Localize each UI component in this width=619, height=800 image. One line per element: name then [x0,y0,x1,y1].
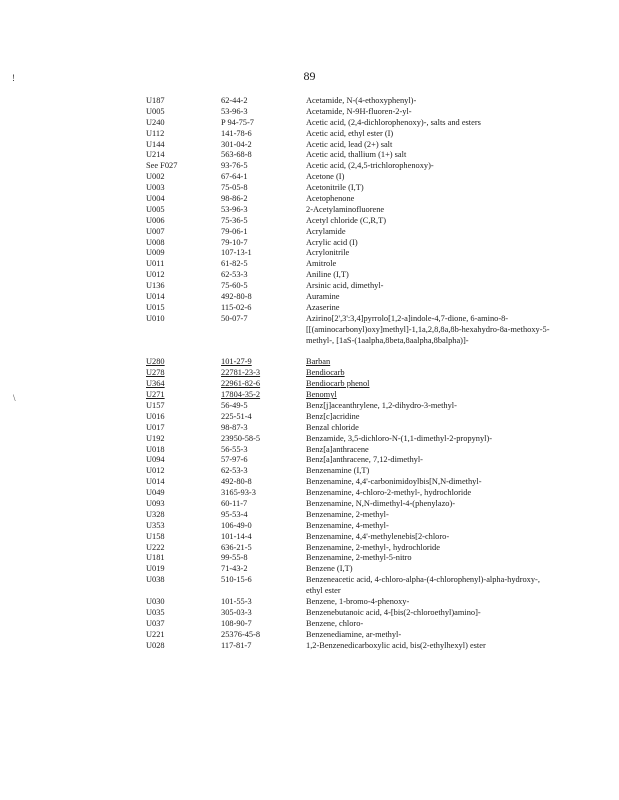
cas-number-cell: 115-02-6 [221,302,252,312]
cas-number-cell: 22781-23-3 [221,368,261,378]
cas-number-cell: 62-44-2 [221,96,248,105]
substance-name-cell: Acetone (I) [306,172,345,182]
table-row [0,597,619,608]
substance-name-cell: Acetophenone [306,194,355,204]
cas-number-cell: P 94-75-7 [221,117,254,127]
waste-code-cell: U004 [146,194,165,204]
substance-name-cell: Benzene, chloro- [306,618,364,628]
table-row [0,259,619,270]
table-row [0,172,619,183]
table-row [0,641,619,652]
substance-name-cell: Amitrole [306,259,337,269]
substance-name-cell: Acetyl chloride (C,R,T) [306,215,387,225]
waste-code-cell: U015 [146,302,165,312]
waste-code-cell: U271 [146,390,165,400]
table-row [0,630,619,641]
table-row [0,314,619,358]
cas-number-cell: 75-05-8 [221,183,248,193]
cas-number-cell: 117-81-7 [221,640,252,650]
waste-code-cell: U011 [146,259,165,269]
table-row [0,118,619,129]
cas-number-cell: 67-64-1 [221,172,248,182]
substance-name-cell: 2-Acetylaminofluorene [306,204,385,214]
substance-name-cell: Aniline (I,T) [306,270,349,280]
table-row [0,619,619,630]
substance-name-cell: Benzal chloride [306,422,359,432]
table-row [0,150,619,161]
table-row [0,543,619,554]
cas-number-cell: 79-10-7 [221,237,248,247]
waste-code-cell: U280 [146,357,165,367]
cas-number-cell: 108-90-7 [221,618,252,628]
cas-number-cell: 3165-93-3 [221,488,256,498]
cas-number-cell: 60-11-7 [221,498,248,508]
substance-name-cell: Benzenamine, 4-methyl- [306,520,389,530]
cas-number-cell: 305-03-3 [221,607,252,617]
cas-number-cell: 101-27-9 [221,357,252,367]
cas-number-cell: 53-96-3 [221,106,248,116]
substance-name-cell: Acetamide, N-(4-ethoxyphenyl)- [306,96,417,105]
table-row [0,205,619,216]
cas-number-cell: 71-43-2 [221,564,248,574]
waste-code-cell: U049 [146,488,165,498]
table-row [0,357,619,368]
table-row [0,107,619,118]
hazardous-waste-table [0,96,619,651]
cas-number-cell: 22961-82-6 [221,379,261,389]
table-row [0,488,619,499]
waste-code-cell: See F027 [146,161,178,171]
waste-code-cell: U192 [146,433,165,443]
cas-number-cell: 492-80-8 [221,292,252,302]
substance-name-cell: Arsinic acid, dimethyl- [306,281,384,291]
substance-name-cell: Benz[j]aceanthrylene, 1,2-dihydro-3-methyl- [306,400,457,410]
waste-code-cell: U222 [146,542,165,552]
waste-code-cell: U006 [146,215,165,225]
waste-code-cell: U030 [146,597,165,607]
cas-number-cell: 75-36-5 [221,215,248,225]
table-row [0,423,619,434]
substance-name-cell: Acetamide, N-9H-fluoren-2-yl- [306,106,412,116]
substance-name-cell: Benzenebutanoic acid, 4-[bis(2-chloroethyl)amino]- [306,607,481,617]
table-row [0,521,619,532]
waste-code-cell: U014 [146,477,165,487]
waste-code-cell: U018 [146,444,165,454]
waste-code-cell: U353 [146,520,165,530]
substance-name-cell: Benz[a]anthracene, 7,12-dimethyl- [306,455,423,465]
substance-name-cell: Azaserine [306,302,340,312]
waste-code-cell: U240 [146,117,165,127]
waste-code-cell: U010 [146,313,165,323]
substance-name-cell: Bendiocarb phenol [306,379,370,389]
waste-code-cell: U038 [146,575,165,585]
cas-number-cell: 563-68-8 [221,150,252,160]
waste-code-cell: U136 [146,281,165,291]
substance-name-cell: Acetic acid, lead (2+) salt [306,139,393,149]
cas-number-cell: 53-96-3 [221,204,248,214]
table-row [0,412,619,423]
table-row [0,194,619,205]
waste-code-cell: U007 [146,226,165,236]
cas-number-cell: 23950-58-5 [221,433,261,443]
table-row [0,281,619,292]
waste-code-cell: U012 [146,466,165,476]
table-row [0,379,619,390]
cas-number-cell: 50-07-7 [221,313,248,323]
cas-number-cell: 62-53-3 [221,466,248,476]
table-row [0,368,619,379]
waste-code-cell: U014 [146,292,165,302]
table-row [0,238,619,249]
substance-name-cell: Acrylic acid (I) [306,237,358,247]
table-row [0,499,619,510]
table-row [0,227,619,238]
table-row [0,183,619,194]
substance-name-cell: Benomyl [306,390,337,400]
table-row [0,564,619,575]
substance-name-cell: Acrylonitrile [306,248,350,258]
cas-number-cell: 62-53-3 [221,270,248,280]
substance-name-cell: Acetic acid, ethyl ester (I) [306,128,394,138]
waste-code-cell: U002 [146,172,165,182]
table-row [0,532,619,543]
waste-code-cell: U005 [146,106,165,116]
table-row [0,455,619,466]
waste-code-cell: U003 [146,183,165,193]
cas-number-cell: 141-78-6 [221,128,252,138]
cas-number-cell: 98-87-3 [221,422,248,432]
table-row [0,445,619,456]
cas-number-cell: 107-13-1 [221,248,252,258]
table-row [0,140,619,151]
substance-name-cell: 1,2-Benzenedicarboxylic acid, bis(2-ethylhexyl) ester [306,640,486,650]
substance-name-cell: Benzenediamine, ar-methyl- [306,629,402,639]
substance-name-cell: Barban [306,357,331,367]
waste-code-cell: U035 [146,607,165,617]
waste-code-cell: U009 [146,248,165,258]
substance-name-cell: Benz[a]anthracene [306,444,369,454]
cas-number-cell: 510-15-6 [221,575,252,585]
substance-name-cell: Bendiocarb [306,368,345,378]
waste-code-cell: U028 [146,640,165,650]
waste-code-cell: U008 [146,237,165,247]
cas-number-cell: 492-80-8 [221,477,252,487]
substance-name-cell: Benzenamine, 4-chloro-2-methyl-, hydrochloride [306,488,472,498]
waste-code-cell: U158 [146,531,165,541]
cas-number-cell: 57-97-6 [221,455,248,465]
table-row [0,96,619,107]
substance-name-cell: Benzenamine, N,N-dimethyl-4-(phenylazo)- [306,498,456,508]
cas-number-cell: 101-14-4 [221,531,252,541]
substance-name-cell: Auramine [306,292,340,302]
substance-name-cell: Benzenamine, 4,4'-carbonimidoylbis[N,N-dimethyl- [306,477,482,487]
waste-code-cell: U214 [146,150,165,160]
cas-number-cell: 106-49-0 [221,520,252,530]
table-row [0,390,619,401]
substance-name-cell: Acrylamide [306,226,346,236]
waste-code-cell: U016 [146,411,165,421]
substance-name-cell: Benzenamine (I,T) [306,466,370,476]
table-row [0,303,619,314]
cas-number-cell: 225-51-4 [221,411,252,421]
cas-number-cell: 25376-45-8 [221,629,261,639]
waste-code-cell: U019 [146,564,165,574]
substance-name-cell: Azirino[2',3':3,4]pyrrolo[1,2-a]indole-4,7-dione, 6-amino-8-[[(aminocarbonyl)oxy]methyl]-1,1a,2,8,8a,8b-hexahydro-8a-methoxy-5-methyl-, [1aS-(1aalpha,8beta,8aalpha,8balpha)]- [306,313,550,345]
table-row [0,161,619,172]
waste-code-cell: U037 [146,618,165,628]
table-row [0,608,619,619]
table-row [0,270,619,281]
cas-number-cell: 17804-35-2 [221,390,261,400]
cas-number-cell: 61-82-5 [221,259,248,269]
table-row [0,129,619,140]
table-row [0,401,619,412]
table-row [0,248,619,259]
cas-number-cell: 56-55-3 [221,444,248,454]
cas-number-cell: 101-55-3 [221,597,252,607]
substance-name-cell: Acetic acid, (2,4-dichlorophenoxy)-, salts and esters [306,117,481,127]
substance-name-cell: Benzene (I,T) [306,564,353,574]
cas-number-cell: 93-76-5 [221,161,248,171]
table-row [0,292,619,303]
waste-code-cell: U181 [146,553,165,563]
substance-name-cell: Benzenamine, 2-methyl- [306,509,389,519]
waste-code-cell: U005 [146,204,165,214]
substance-name-cell: Benzenamine, 2-methyl-5-nitro [306,553,412,563]
table-row [0,553,619,564]
substance-name-cell: Acetonitrile (I,T) [306,183,364,193]
cas-number-cell: 98-86-2 [221,194,248,204]
cas-number-cell: 75-60-5 [221,281,248,291]
cas-number-cell: 301-04-2 [221,139,252,149]
table-row [0,477,619,488]
waste-code-cell: U017 [146,422,165,432]
table-row [0,575,619,597]
table-row [0,434,619,445]
cas-number-cell: 95-53-4 [221,509,248,519]
waste-code-cell: U278 [146,368,165,378]
substance-name-cell: Acetic acid, (2,4,5-trichlorophenoxy)- [306,161,434,171]
cas-number-cell: 56-49-5 [221,400,248,410]
waste-code-cell: U093 [146,498,165,508]
table-row [0,510,619,521]
substance-name-cell: Benzenamine, 4,4'-methylenebis[2-chloro- [306,531,450,541]
substance-name-cell: Benzeneacetic acid, 4-chloro-alpha-(4-chlorophenyl)-alpha-hydroxy-, ethyl ester [306,575,540,596]
margin-mark: ! [12,73,15,83]
margin-mark: \ [13,393,16,403]
waste-code-cell: U157 [146,400,165,410]
substance-name-cell: Benzenamine, 2-methyl-, hydrochloride [306,542,440,552]
table-row [0,216,619,227]
waste-code-cell: U144 [146,139,165,149]
substance-name-cell: Benz[c]acridine [306,411,360,421]
cas-number-cell: 99-55-8 [221,553,248,563]
waste-code-cell: U094 [146,455,165,465]
cas-number-cell: 79-06-1 [221,226,248,236]
substance-name-cell: Acetic acid, thallium (1+) salt [306,150,407,160]
waste-code-cell: U221 [146,629,165,639]
page-number: 89 [303,69,316,83]
waste-code-cell: U328 [146,509,165,519]
cas-number-cell: 636-21-5 [221,542,252,552]
waste-code-cell: U012 [146,270,165,280]
waste-code-cell: U112 [146,128,165,138]
substance-name-cell: Benzene, 1-bromo-4-phenoxy- [306,597,410,607]
table-row [0,466,619,477]
waste-code-cell: U364 [146,379,165,389]
substance-name-cell: Benzamide, 3,5-dichloro-N-(1,1-dimethyl-2-propynyl)- [306,433,493,443]
waste-code-cell: U187 [146,96,165,105]
